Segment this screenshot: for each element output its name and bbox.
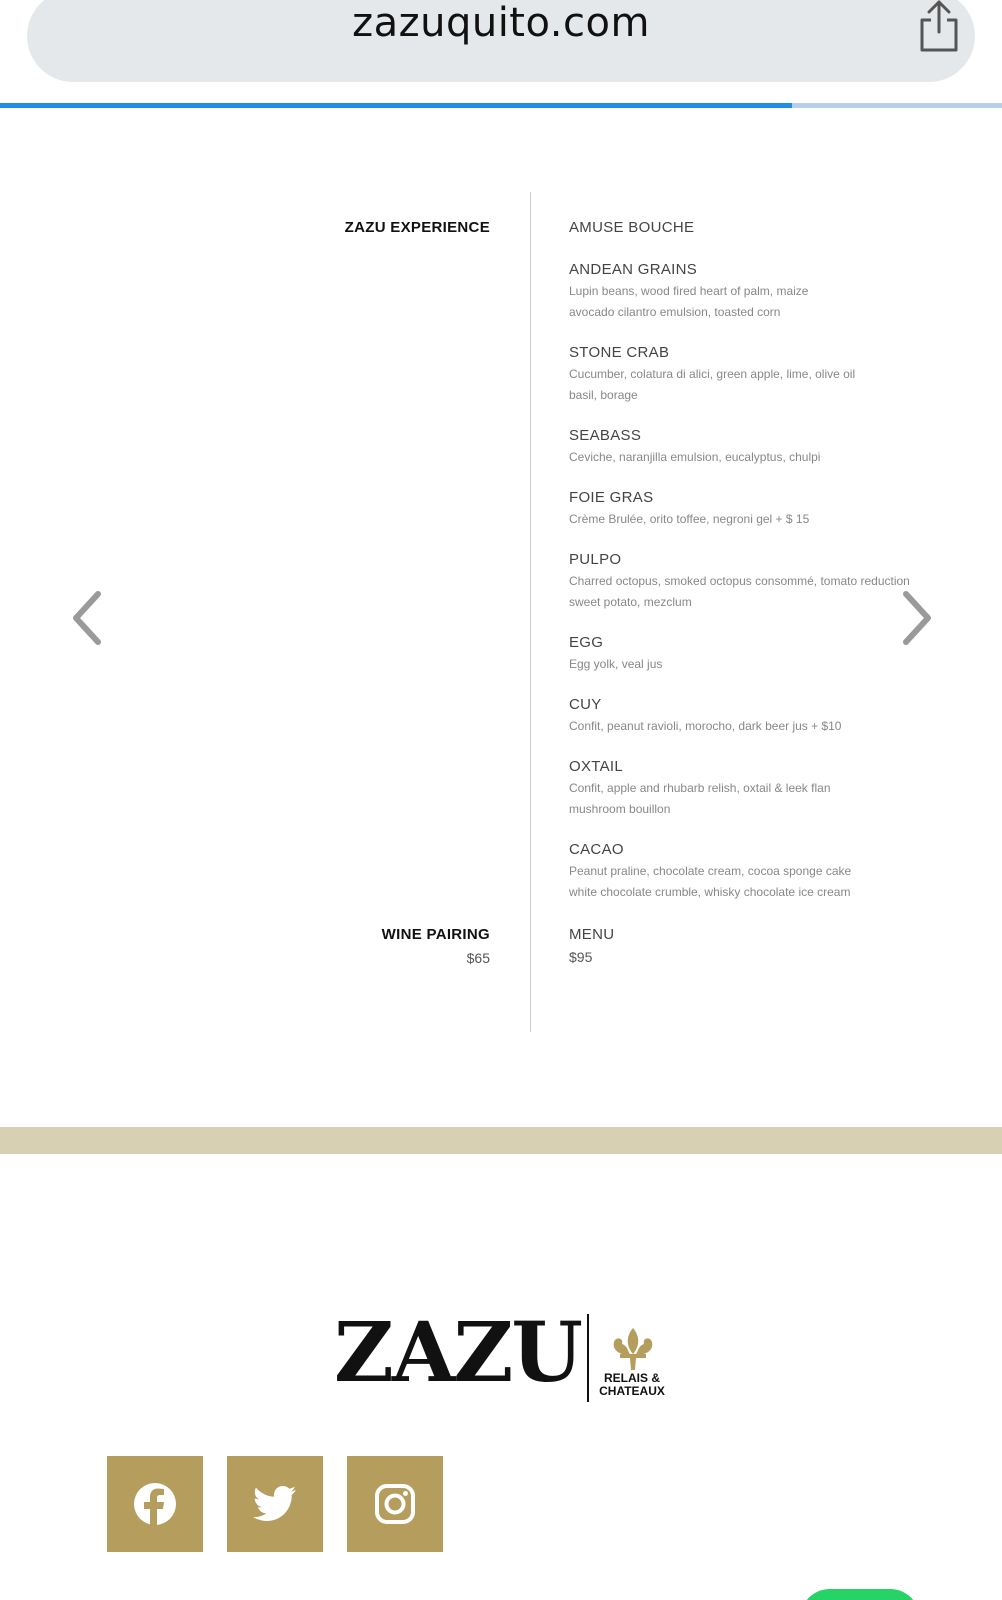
twitter-icon <box>252 1481 298 1527</box>
url-text: zazuquito.com <box>352 0 650 46</box>
course-name: FOIE GRAS <box>569 489 654 506</box>
course-name: AMUSE BOUCHE <box>569 219 695 236</box>
course-description: Cucumber, colatura di alici, green apple, lime, olive oil basil, borage <box>569 367 856 402</box>
menu-price-block <box>569 926 969 965</box>
menu-divider <box>530 192 531 1032</box>
course-description: Lupin beans, wood fired heart of palm, maize avocado cilantro emulsion, toasted corn <box>569 284 809 319</box>
course-item <box>569 261 969 323</box>
instagram-button[interactable] <box>347 1456 443 1552</box>
facebook-button[interactable] <box>107 1456 203 1552</box>
course-name: PULPO <box>569 551 622 568</box>
fleur-de-lis-icon <box>608 1326 658 1372</box>
chevron-left-icon[interactable] <box>68 588 108 648</box>
twitter-button[interactable] <box>227 1456 323 1552</box>
course-name: ANDEAN GRAINS <box>569 261 698 278</box>
course-description: Egg yolk, veal jus <box>569 657 663 671</box>
load-progress-fill <box>0 103 792 108</box>
course-item <box>569 344 969 406</box>
chevron-right-icon[interactable] <box>896 588 936 648</box>
wine-pairing-price: $65 <box>466 950 490 966</box>
instagram-icon <box>372 1481 418 1527</box>
course-description: Ceviche, naranjilla emulsion, eucalyptus, chulpi <box>569 450 821 464</box>
wine-pairing-label: WINE PAIRING <box>381 926 490 943</box>
section-band <box>0 1127 1002 1154</box>
facebook-icon <box>132 1481 178 1527</box>
whatsapp-chat-button[interactable] <box>800 1589 920 1600</box>
menu-price: $95 <box>569 949 593 965</box>
relais-chateaux-text: RELAIS & CHATEAUX <box>599 1371 665 1398</box>
course-item <box>569 427 969 468</box>
course-name: STONE CRAB <box>569 344 670 361</box>
course-description: Peanut praline, chocolate cream, cocoa sponge cake white chocolate crumble, whisky chocolate ice cream <box>569 864 852 899</box>
wine-pairing-block <box>190 926 490 966</box>
course-name: CACAO <box>569 841 624 858</box>
course-name: SEABASS <box>569 427 642 444</box>
course-item <box>569 219 969 236</box>
course-item <box>569 489 969 530</box>
load-progress-bar <box>0 103 1002 108</box>
course-description: Charred octopus, smoked octopus consommé, tomato reduction sweet potato, mezclum <box>569 574 910 609</box>
course-description: Confit, apple and rhubarb relish, oxtail & leek flan mushroom bouillon <box>569 781 831 816</box>
menu-title-block <box>190 219 490 237</box>
course-name: OXTAIL <box>569 758 624 775</box>
course-item <box>569 841 969 903</box>
course-item <box>569 696 969 737</box>
course-name: EGG <box>569 634 604 651</box>
logo-text: ZAZU <box>334 1305 581 1401</box>
course-description: Crème Brulée, orito toffee, negroni gel + $ 15 <box>569 512 810 526</box>
menu-title: ZAZU EXPERIENCE <box>344 219 490 236</box>
course-description: Confit, peanut ravioli, morocho, dark beer jus + $10 <box>569 719 842 733</box>
course-name: CUY <box>569 696 602 713</box>
url-bar[interactable] <box>27 0 975 82</box>
share-icon[interactable] <box>914 0 964 54</box>
course-item <box>569 758 969 820</box>
menu-label: MENU <box>569 926 615 943</box>
logo-separator <box>587 1314 589 1402</box>
